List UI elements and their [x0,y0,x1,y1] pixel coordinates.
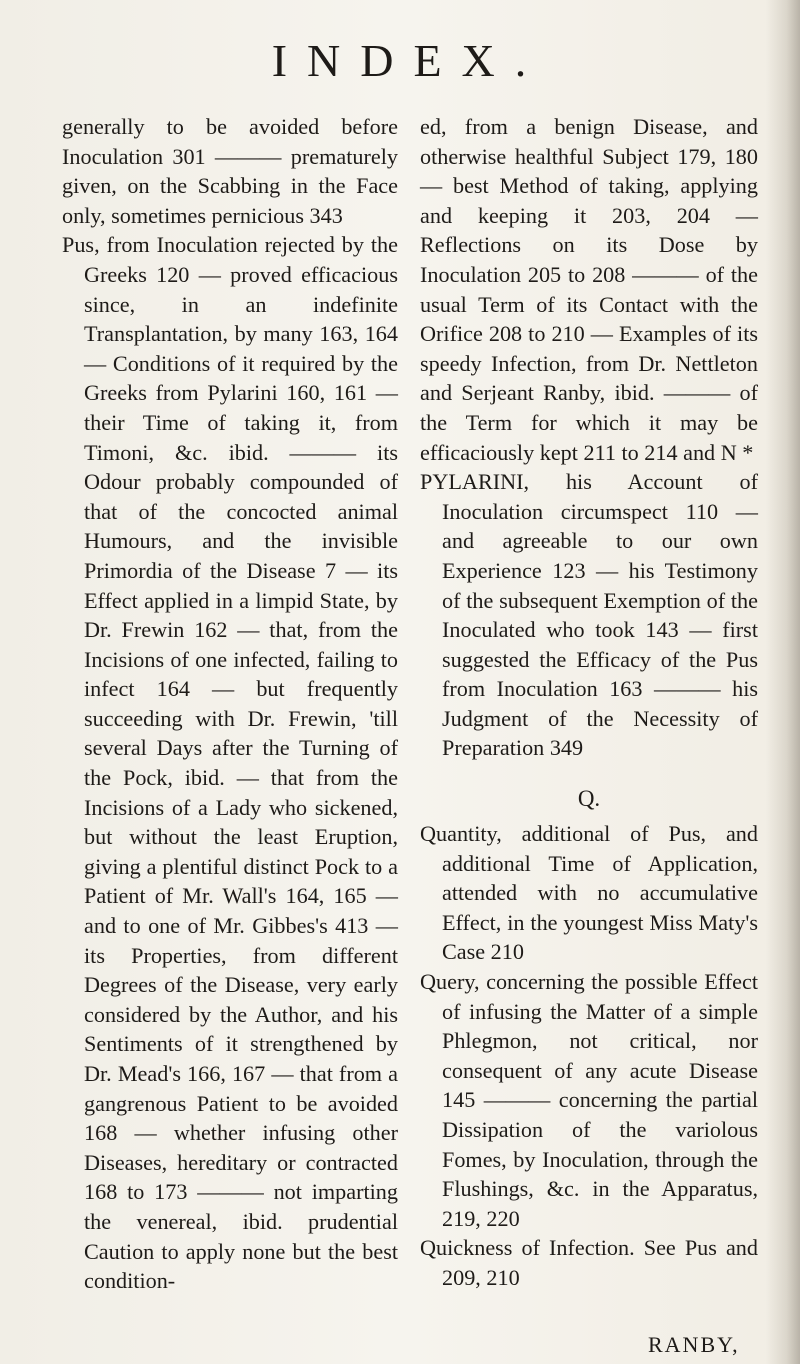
page-header-index: INDEX. [271,35,547,86]
index-entry-query: Query, concerning the possible Effect of infusing the Matter of a simple Phlegmon, not critical, nor consequent of any acute Disease 145 ——— concerning the partial Dissipation of the variolous Fomes, by Inoculation, through the Flushings, &c. in the Apparatus, 219, 220 [420,969,758,1231]
right-column [420,112,758,1293]
section-letter-q: Q. [577,786,601,812]
index-entry-pus-continuation: ed, from a benign Disease, and otherwise healthful Subject 179, 180 — best Method of taking, applying and keeping it 203, 204 — Reflections on its Dose by Inoculation 205 to 208 ——— of the usual Term of its Contact with the Orifice 208 to 210 — Examples of its speedy Infection, from Dr. Nettleton and Serjeant Ranby, ibid. ——— of the Term for which it may be efficaciously kept 211 to 214 and N * [420,114,758,465]
index-entry-quickness: Quickness of Infection. See Pus and 209, 210 [420,1235,758,1290]
left-column [62,112,398,1296]
index-entry-continuation: generally to be avoided before Inoculation 301 ——— prematurely given, on the Scabbing in the Face only, sometimes pernicious 343 [62,114,398,228]
index-entry-pus: Pus, from Inoculation rejected by the Greeks 120 — proved efficacious since, in an indefinite Transplantation, by many 163, 164 — Conditions of it required by the Greeks from Pylarini 160, 161 — their Time of taking it, from Timoni, &c. ibid. ——— its Odour probably compounded of that of the concocted animal Humours, and the invisible Primordia of the Disease 7 — its Effect applied in a limpid State, by Dr. Frewin 162 — that, from the Incisions of one infected, failing to infect 164 — but frequently succeeding with Dr. Frewin, 'till several Days after the Turning of the Pock, ibid. — that from the Incisions of a Lady who sickened, but without the least Eruption, giving a plentiful distinct Pock to a Patient of Mr. Wall's 164, 165 — and to one of Mr. Gibbes's 413 — its Properties, from different Degrees of the Disease, very early considered by the Author, and his Sentiments of it strengthened by Dr. Mead's 166, 167 — that from a gangrenous Patient to be avoided 168 — whether infusing other Diseases, hereditary or contracted 168 to 173 ——— not imparting the venereal, ibid. prudential Caution to apply none but the best condition- [62,232,398,1294]
index-entry-pylarini: PYLARINI, his Account of Inoculation circumspect 110 — and agreeable to our own Experience 123 — his Testimony of the subsequent Exemption of the Inoculated who took 143 — first suggested the Efficacy of the Pus from Inoculation 163 ——— his Judgment of the Necessity of Preparation 349 [420,469,758,761]
catchword: RANBY, [648,1332,740,1357]
page-edge-shadow [766,0,800,1364]
index-entry-quantity: Quantity, additional of Pus, and additional Time of Application, attended with no accumulative Effect, in the youngest Miss Maty's Case 210 [420,821,758,965]
